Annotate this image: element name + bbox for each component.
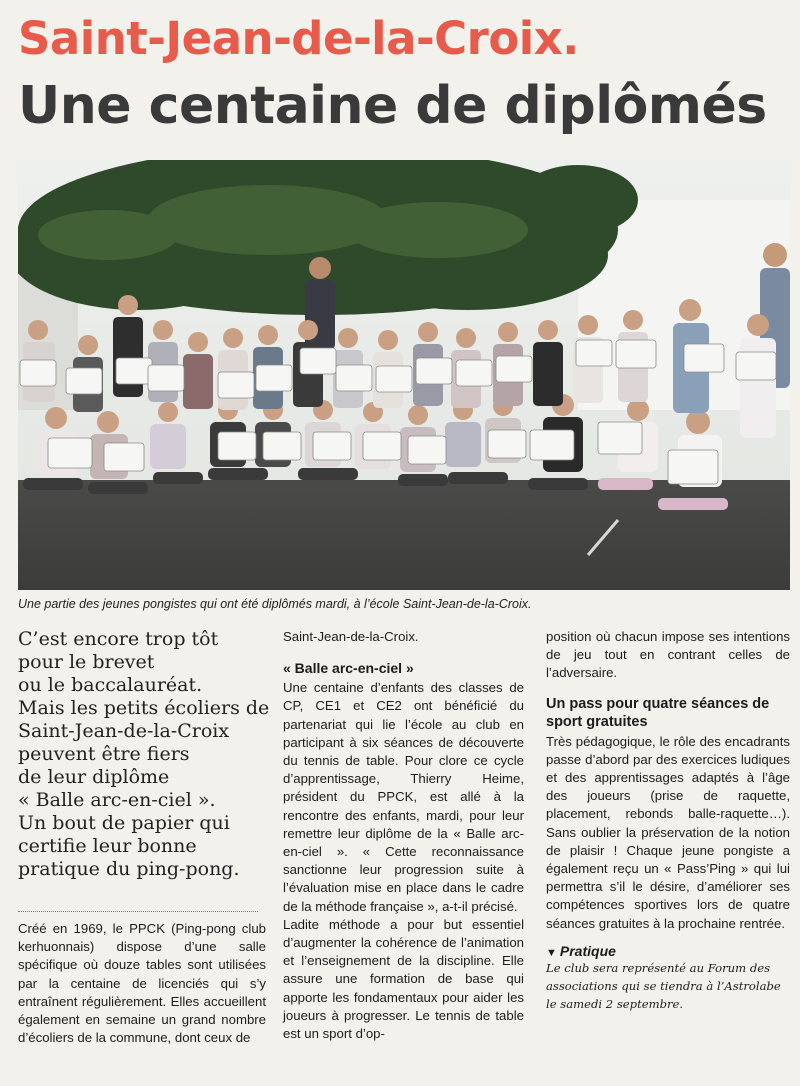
column-1 [18, 628, 270, 1047]
body-paragraph: Très pédagogique, le rôle des encadrants passe d’abord par des exercices ludiques et des apprentissages adaptés à l’âge des joueurs (prise de raquette, placement, rebonds balle-raquette…). Sans oublier la préservation de la notion de plaisir ! Chaque jeune pongiste a également reçu un « Pass’Ping » qui lui permettra s’il le désire, d’améliorer ses compétences sportives lors de quatre séances gratuites à la prochaine rentrée. [546, 733, 790, 931]
lede-line: pour le brevet [18, 651, 155, 673]
subheading-pass: Un pass pour quatre séances de sport gratuites [546, 695, 770, 730]
group-photo-illustration [18, 160, 790, 590]
photo-caption: Une partie des jeunes pongistes qui ont été diplômés mardi, à l’école Saint-Jean-de-la-Croix. [18, 597, 532, 611]
body-paragraph: Créé en 1969, le PPCK (Ping-pong club kerhuonnais) dispose d’une salle spécifique où douze tables sont utilisées par la centaine de licenciés qui s’y entraînent régulièrement. Elles accueillent également en semaine un grand nombre d’écoliers de la commune, dont ceux de [18, 921, 266, 1046]
pratique-title: Pratique [559, 942, 616, 959]
lede-line: Saint-Jean-de-la-Croix [18, 720, 230, 742]
lede-line: certifie leur bonne [18, 835, 197, 857]
pratique-heading [546, 943, 790, 959]
lede-line: pratique du ping-pong. [18, 858, 240, 880]
article-kicker: Saint-Jean-de-la-Croix. [18, 12, 579, 65]
subheading-balle-arc-en-ciel: « Balle arc-en-ciel » [283, 660, 414, 677]
article-lede [18, 628, 270, 881]
body-paragraph-continued: position où chacun impose ses intentions de jeu tout en contrant celles de l’adversaire. [546, 629, 790, 681]
lede-line: ou le baccalauréat. [18, 674, 203, 696]
lede-line: C’est encore trop tôt [18, 628, 219, 650]
article-headline: Une centaine de diplômés [18, 76, 767, 136]
pratique-text: Le club sera représenté au Forum des associations qui se tiendra à l’Astrolabe le samedi 2 septembre. [546, 960, 781, 1011]
divider [18, 911, 258, 912]
triangle-icon: ▼ [546, 946, 557, 959]
body-paragraph: Une centaine d’enfants des classes de CP, CE1 et CE2 ont bénéficié du partenariat qui lie l’école au club en participant à six séances de découverte du tennis de table. Pour clore ce cycle d’apprentissage, Thierry Heime, président du PPCK, est allé à la rencontre des enfants, mardi, pour leur remettre leur diplôme de la « Balle arc-en-ciel ». « Cette reconnaissance sanctionne leur progression suite à l’évaluation mise en place dans le cadre de la méthode française », a-t-il précisé. [283, 680, 524, 914]
body-paragraph: Ladite méthode a pour but essentiel d’augmenter la cohérence de l’animation et l’enseignement de la discipline. Elle assure une formation de base qui apporte les fondamentaux pour aider les joueurs à progresser. Le tennis de table est un sport d’op- [283, 916, 524, 1042]
lede-line: Mais les petits écoliers de [18, 697, 270, 719]
lede-line: peuvent être fiers [18, 743, 190, 765]
body-paragraph-continued: Saint-Jean-de-la-Croix. [283, 629, 419, 644]
column-3 [546, 628, 790, 1013]
lede-line: « Balle arc-en-ciel ». [18, 789, 216, 811]
lede-line: de leur diplôme [18, 766, 170, 788]
group-photo [18, 160, 790, 590]
lede-line: Un bout de papier qui [18, 812, 230, 834]
column-2 [283, 628, 524, 1043]
